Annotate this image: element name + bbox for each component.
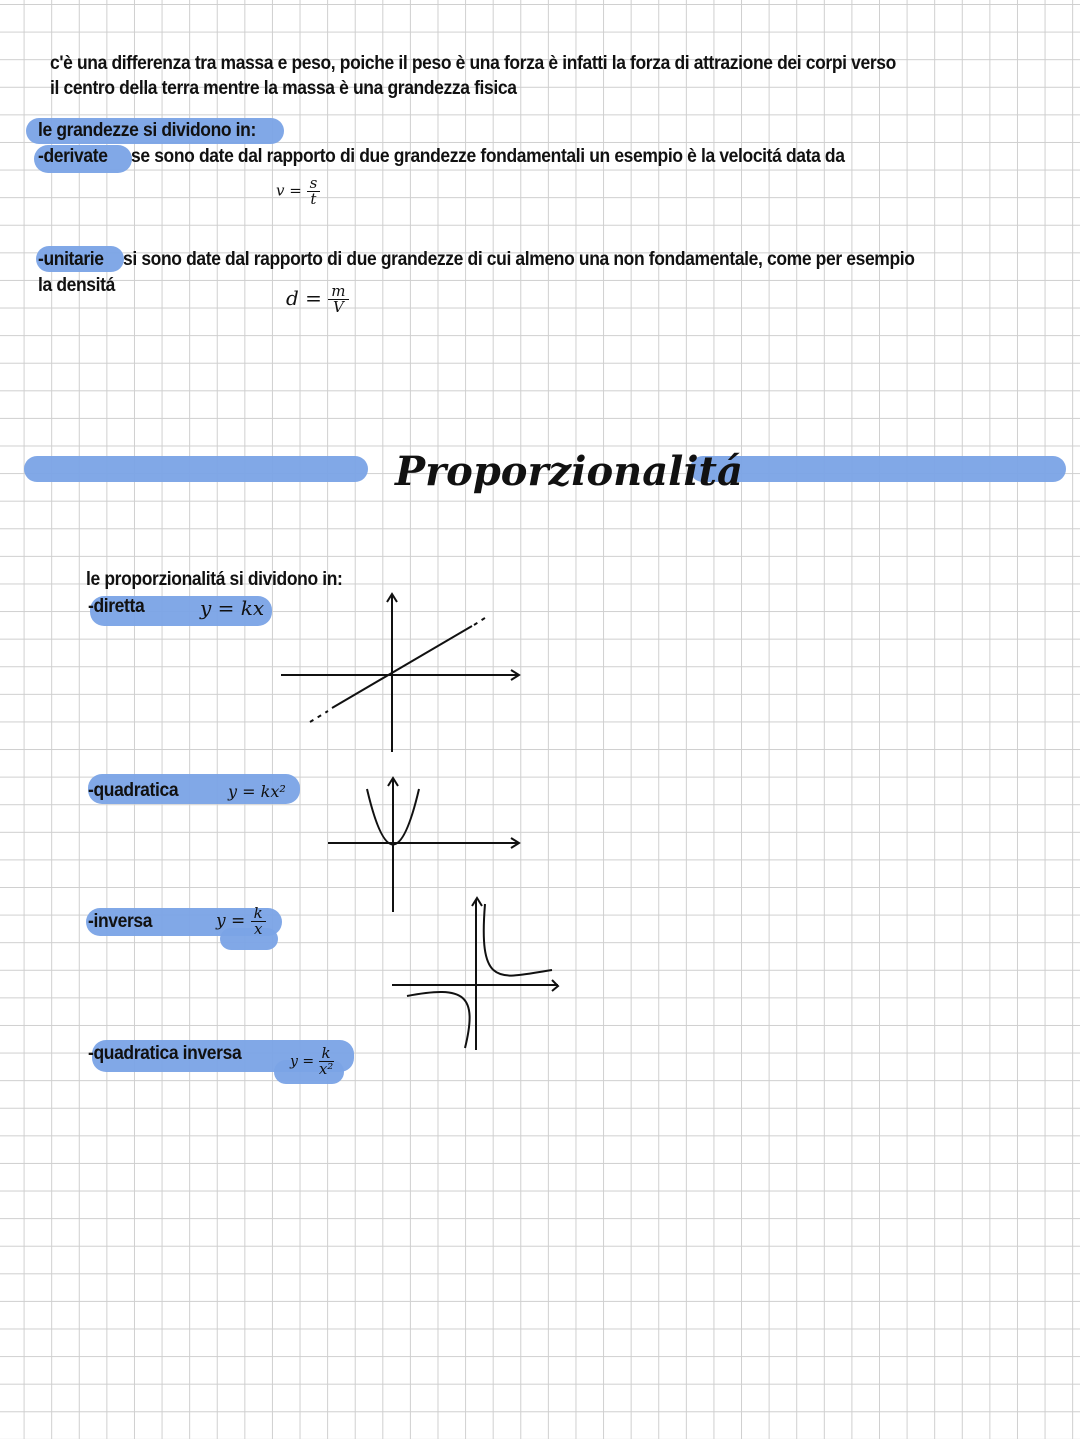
unitarie-text-2: la densitá bbox=[38, 275, 115, 296]
denominator: x² bbox=[318, 1060, 334, 1078]
formula-lhs: y = bbox=[216, 911, 246, 931]
quadratica-formula: y = kx² bbox=[228, 782, 286, 801]
formula-lhs: d = bbox=[286, 286, 322, 310]
quadratica-inversa-label: -quadratica inversa bbox=[88, 1043, 242, 1064]
quadratica-label: -quadratica bbox=[88, 780, 179, 801]
numerator: m bbox=[328, 284, 348, 300]
derivate-text: se sono date dal rapporto di due grandezze fondamentali un esempio è la velocitá data da bbox=[131, 146, 845, 167]
numerator: s bbox=[307, 176, 321, 192]
formula-lhs: v = bbox=[276, 181, 302, 200]
unitarie-label: -unitarie bbox=[38, 249, 104, 270]
inverse-proportion-graph bbox=[392, 898, 558, 1050]
intro-line-1: c'è una differenza tra massa e peso, poiche il peso è una forza è infatti la forza di attrazione dei corpi verso bbox=[50, 53, 896, 74]
direct-proportion-graph bbox=[281, 594, 519, 752]
numerator: k bbox=[319, 1046, 334, 1062]
diretta-formula: y = kx bbox=[200, 596, 265, 620]
diretta-label: -diretta bbox=[88, 596, 145, 617]
derivate-label: -derivate bbox=[38, 146, 108, 167]
formula-lhs: y = bbox=[290, 1053, 315, 1070]
denominator: t bbox=[310, 190, 317, 208]
quadratic-proportion-graph bbox=[328, 778, 519, 912]
intro-line-2: il centro della terra mentre la massa è una grandezza fisica bbox=[50, 78, 517, 99]
section-title: Proporzionalitá bbox=[395, 448, 743, 495]
unitarie-text: si sono date dal rapporto di due grandezze di cui almeno una non fondamentale, come per esempio bbox=[123, 249, 915, 270]
numerator: k bbox=[251, 906, 266, 922]
inversa-label: -inversa bbox=[88, 911, 153, 932]
denominator: V bbox=[332, 298, 344, 316]
denominator: x bbox=[253, 920, 263, 938]
grandezze-heading: le grandezze si dividono in: bbox=[38, 120, 256, 141]
proporzionalita-heading: le proporzionalitá si dividono in: bbox=[86, 569, 343, 590]
